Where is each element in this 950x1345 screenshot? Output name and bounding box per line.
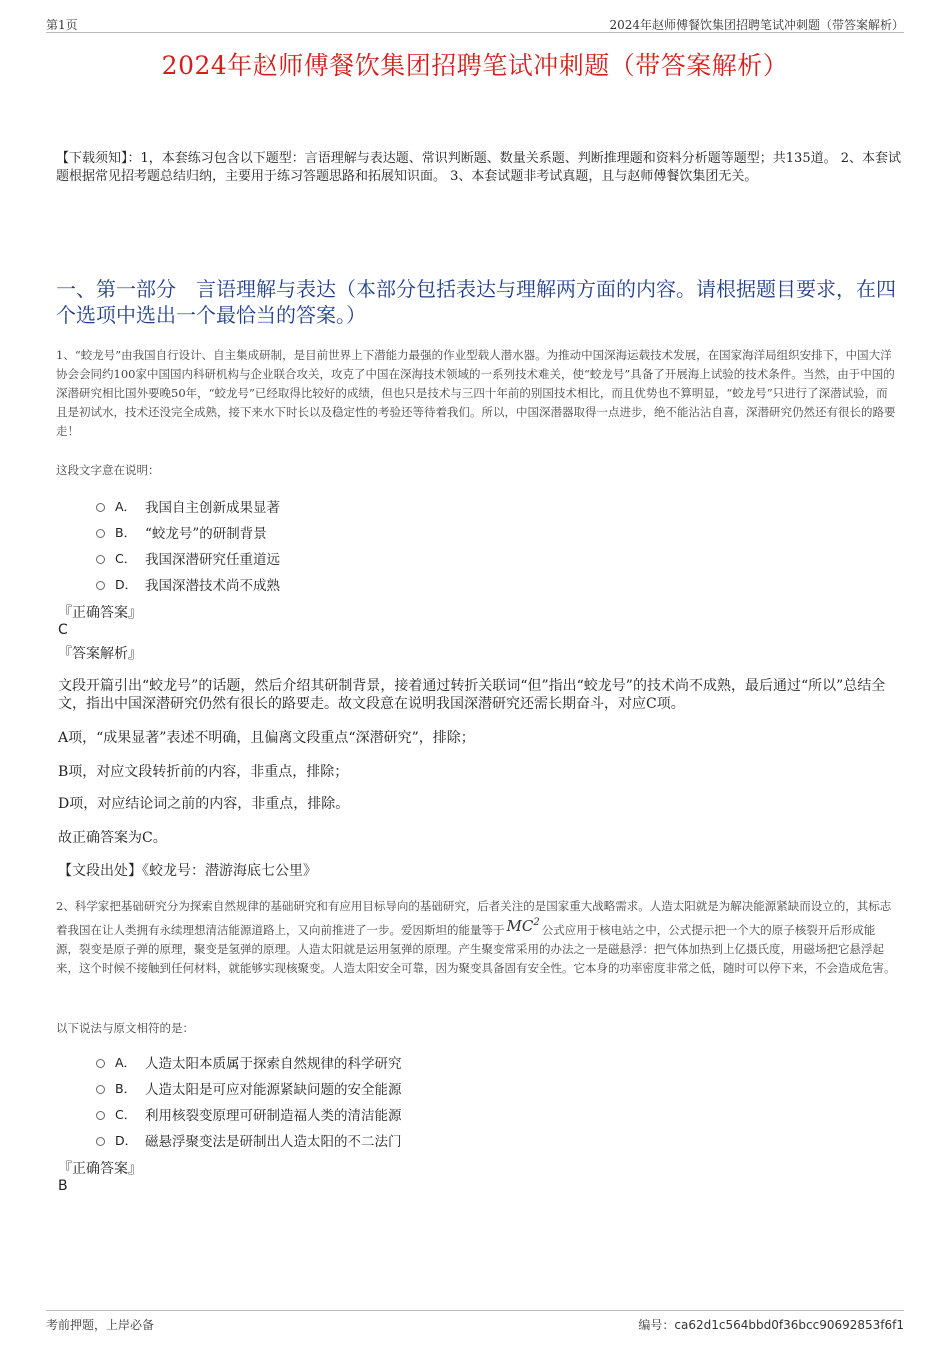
option-c[interactable]: C． 利用核裂变原理可研制造福人类的清洁能源 bbox=[96, 1101, 402, 1127]
document-title: 2024年赵师傅餐饮集团招聘笔试冲刺题（带答案解析） bbox=[161, 51, 789, 80]
option-d[interactable]: D． 我国深潜技术尚不成熟 bbox=[96, 571, 280, 597]
correct-answer: C bbox=[58, 622, 68, 638]
question-2-text: 2、科学家把基础研究分为探索自然规律的基础研究和有应用目标导向的基础研究，后者关注的是国家重大战略需求。人造太阳就是为解决能源紧缺而设立的，其标志着我国在让人类拥有永续理想清洁能源道路上，又向前推进了一步。爱因斯坦的能量等于 $MC^2$公式应用于核电站之中，公式提示把一个大的原子核裂开后形成能源，裂变是原子弹的原理，聚变是氢弹的原理。人造太阳就是运用氢弹的原理。产生聚变常采用的办法之一是磁悬浮：把气体加热到上亿摄氏度，用磁场把它悬浮起来，这个时候不接触到任何材料，就能够实现核聚变。人造太阳安全可靠，因为聚变具备固有安全性。它本身的功率密度非常之低，随时可以停下来，不会造成危害。 bbox=[56, 899, 896, 975]
page-number: 第1页 bbox=[46, 18, 78, 32]
question-1-text: 1、“蛟龙号”由我国自行设计、自主集成研制，是目前世界上下潜能力最强的作业型载人潜水器。为推动中国深海运载技术发展，在国家海洋局组织安排下，中国大洋协会会同约100家中国国内科研机构与企业联合攻关，攻克了中国在深海技术领域的一系列技术难关，使“蛟龙号”具备了开展海上试验的技术条件。当然，由于中国的深潜研究相比国外要晚50年，“蛟龙号”已经取得比较好的成绩，但也只是技术与三四十年前的别国技术相比，而且优势也不算明显，“蛟龙号”只进行了深潜试验，而且是初试水，技术还没完全成熟，接下来水下时长以及稳定性的考验还等待着我们。所以，中国深潜器取得一点进步，绝不能沾沾自喜，深潜研究仍然还有很长的路要走！ bbox=[56, 348, 896, 438]
radio-icon[interactable] bbox=[96, 1059, 105, 1068]
analysis-paragraph: D项，对应结论词之前的内容，非重点，排除。 bbox=[58, 796, 350, 812]
radio-icon[interactable] bbox=[96, 1137, 105, 1146]
question-2-options bbox=[96, 1049, 402, 1153]
analysis-paragraph: B项，对应文段转折前的内容，非重点，排除； bbox=[58, 764, 349, 780]
correct-answer-label: 『正确答案』 bbox=[58, 1161, 142, 1177]
question-1-options bbox=[96, 493, 280, 597]
analysis-paragraph: 文段开篇引出“蛟龙号”的话题，然后介绍其研制背景，接着通过转折关联词“但”指出“蛟龙号”的技术尚不成熟，最后通过“所以”总结全文，指出中国深潜研究仍然有很长的路要走。故文段意在说明我国深潜研究还需长期奋斗，对应C项。 bbox=[58, 678, 886, 712]
analysis-label: 『答案解析』 bbox=[58, 646, 142, 662]
section-heading: 一、第一部分 言语理解与表达（本部分包括表达与理解两方面的内容。请根据题目要求，在四个选项中选出一个最恰当的答案。） bbox=[56, 277, 896, 327]
page-header bbox=[46, 14, 904, 33]
page-footer bbox=[46, 1310, 904, 1337]
question-1-prompt: 这段文字意在说明： bbox=[56, 463, 160, 477]
correct-answer-label: 『正确答案』 bbox=[58, 605, 142, 621]
text-source: 【文段出处】《蛟龙号：潜游海底七公里》 bbox=[58, 863, 317, 879]
option-c[interactable]: C． 我国深潜研究任重道远 bbox=[96, 545, 280, 571]
footer-slogan: 考前押题，上岸必备 bbox=[46, 1318, 155, 1332]
radio-icon[interactable] bbox=[96, 1085, 105, 1094]
option-a[interactable]: A． 人造太阳本质属于探索自然规律的科学研究 bbox=[96, 1049, 402, 1075]
option-a[interactable]: A． 我国自主创新成果显著 bbox=[96, 493, 280, 519]
download-notice: 【下载须知】：1，本套练习包含以下题型：言语理解与表达题、常识判断题、数量关系题、判断推理题和资料分析题等题型；共135道。 2、本套试题根据常见招考题总结归纳，主要用于练习答题思路和拓展知识面。 3、本套试题非考试真题，且与赵师傅餐饮集团无关。 bbox=[56, 151, 901, 184]
option-b[interactable]: B． “蛟龙号”的研制背景 bbox=[96, 519, 280, 545]
radio-icon[interactable] bbox=[96, 581, 105, 590]
document-code: 编号：ca62d1c564bbd0f36bcc90692853f6f1 bbox=[638, 1318, 904, 1332]
radio-icon[interactable] bbox=[96, 503, 105, 512]
question-2-prompt: 以下说法与原文相符的是： bbox=[56, 1021, 194, 1035]
analysis-paragraph: A项，“成果显著”表述不明确，且偏离文段重点“深潜研究”，排除； bbox=[58, 730, 475, 746]
formula: $MC^2$ bbox=[506, 917, 540, 935]
analysis-paragraph: 故正确答案为C。 bbox=[58, 830, 167, 846]
option-d[interactable]: D． 磁悬浮聚变法是研制出人造太阳的不二法门 bbox=[96, 1127, 402, 1153]
option-b[interactable]: B． 人造太阳是可应对能源紧缺问题的安全能源 bbox=[96, 1075, 402, 1101]
radio-icon[interactable] bbox=[96, 555, 105, 564]
header-doc-title: 2024年赵师傅餐饮集团招聘笔试冲刺题（带答案解析） bbox=[609, 18, 904, 32]
radio-icon[interactable] bbox=[96, 529, 105, 538]
correct-answer: B bbox=[58, 1178, 68, 1194]
radio-icon[interactable] bbox=[96, 1111, 105, 1120]
